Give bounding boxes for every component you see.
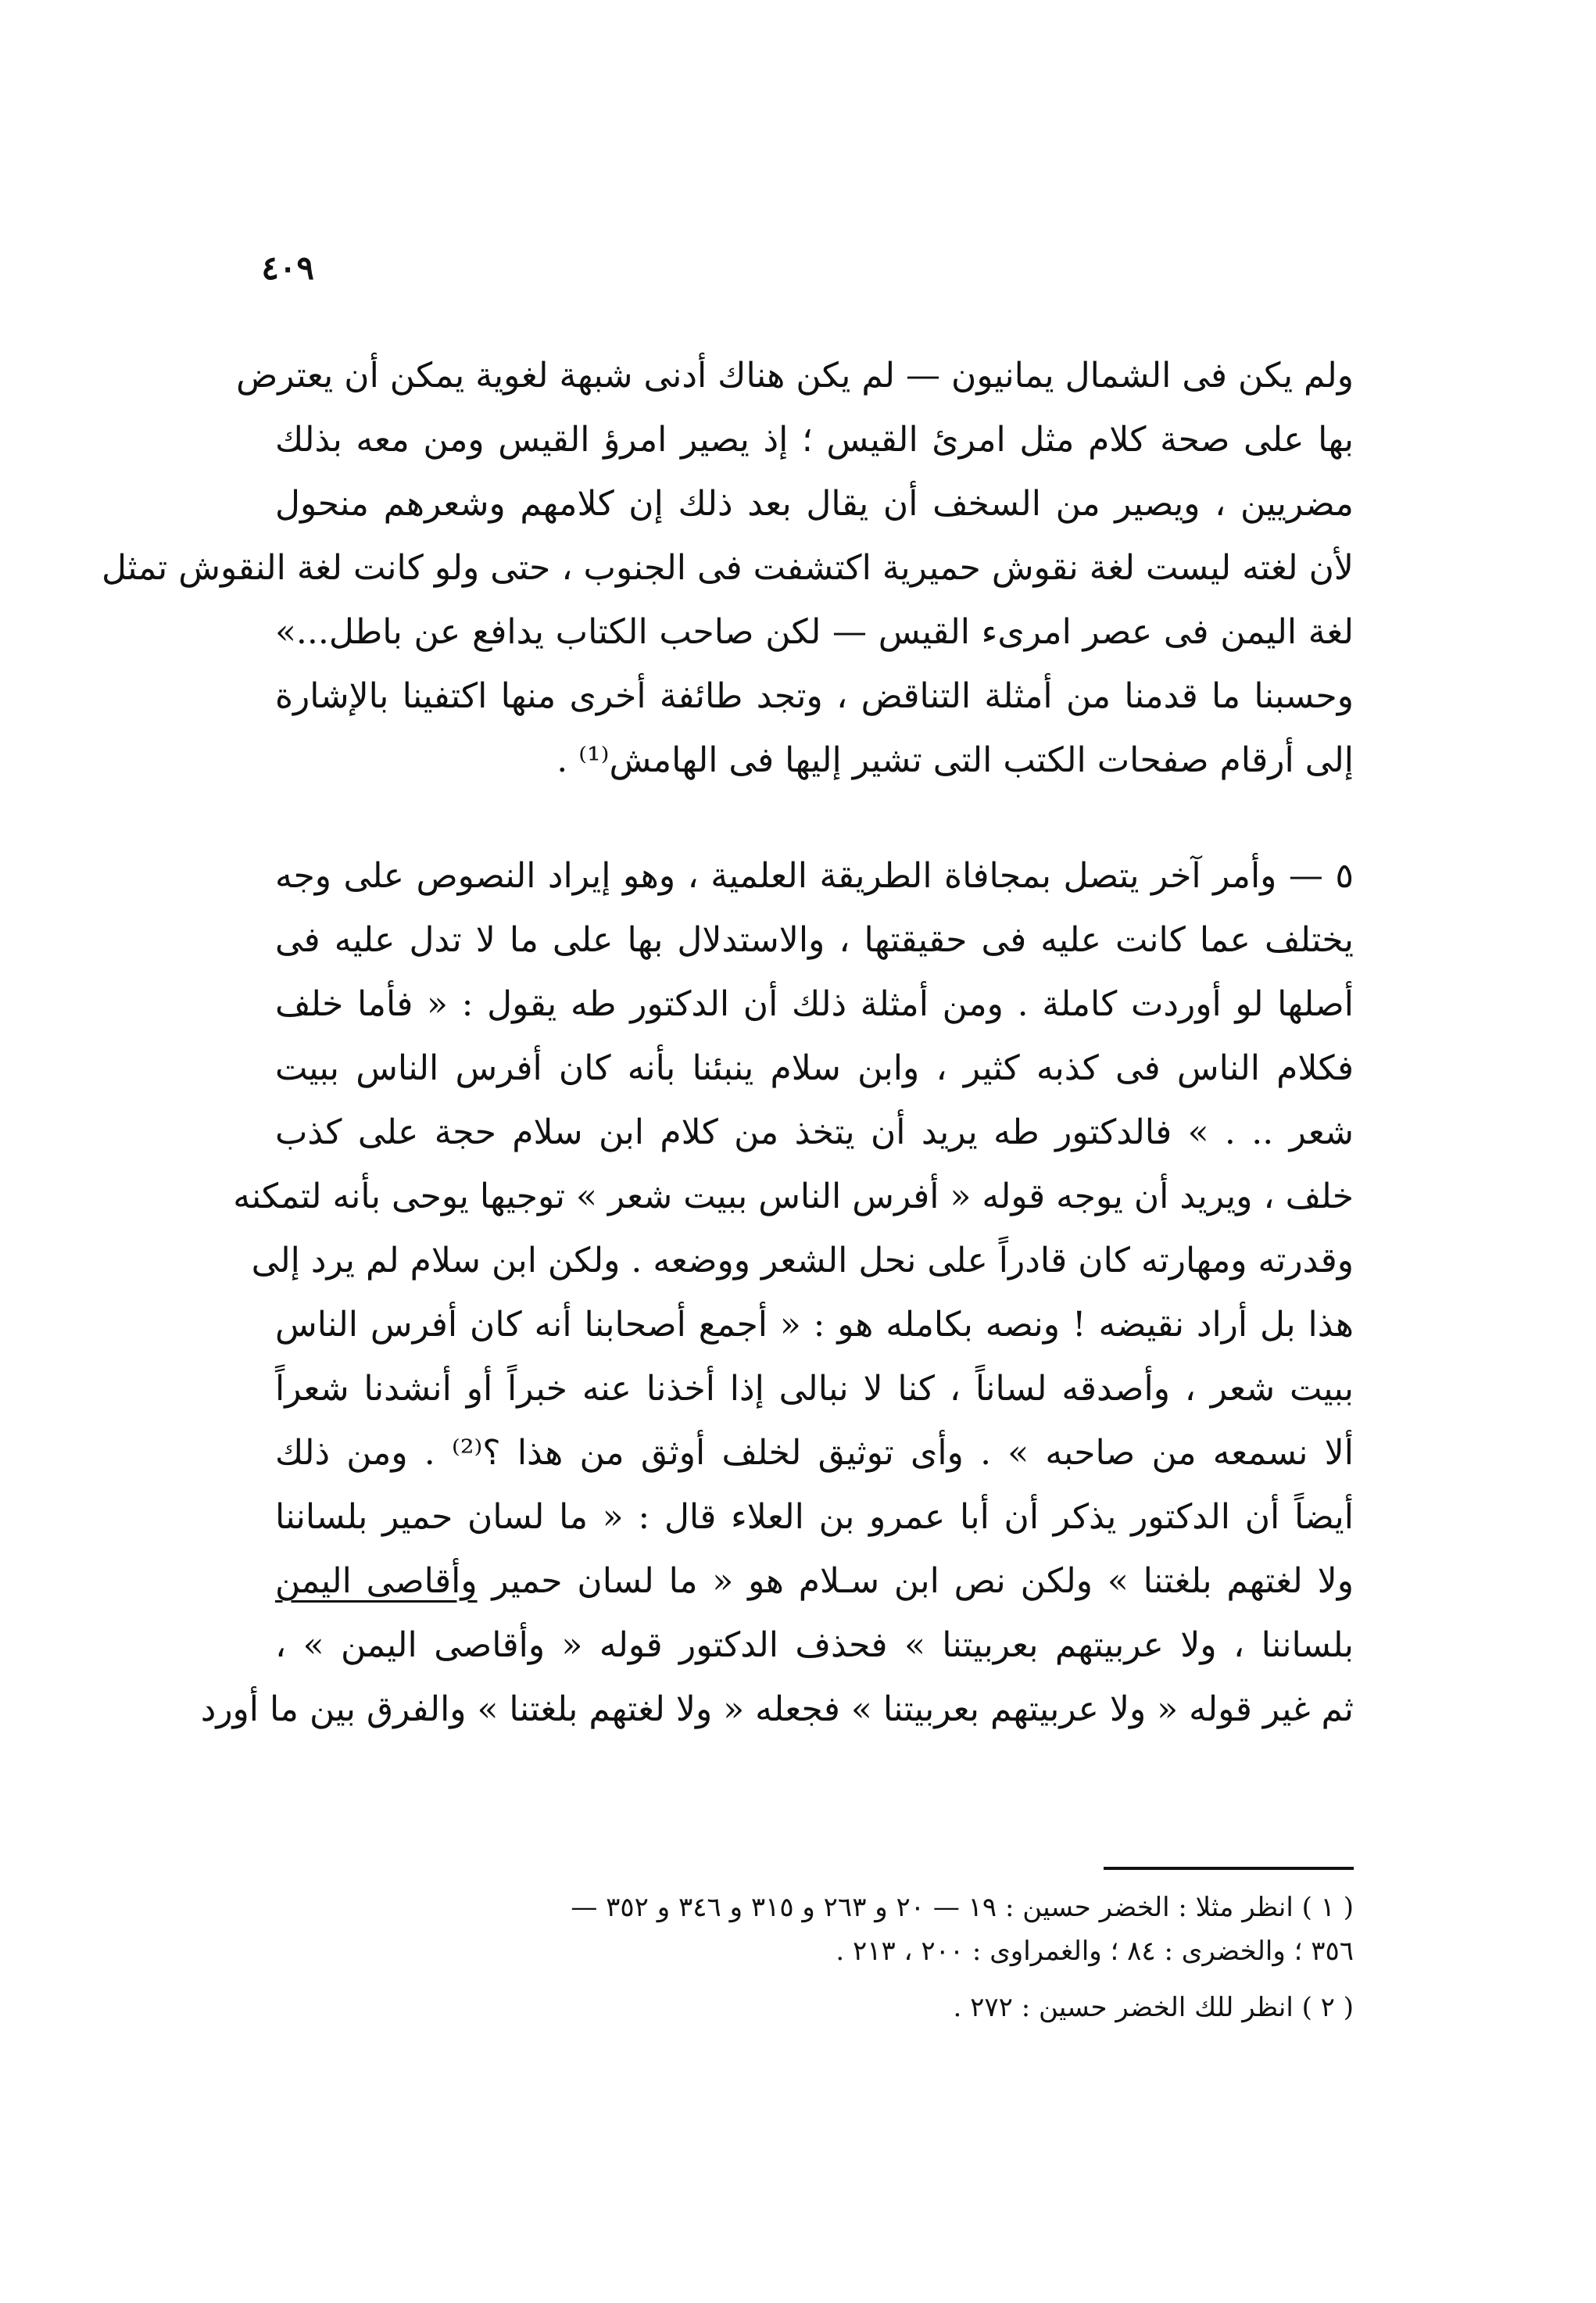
text-line: ٥ — وأمر آخر يتصل بمجافاة الطريقة العلمية ، وهو إيراد النصوص على وجه (275, 856, 1354, 896)
text-line: ببيت شعر ، وأصدقه لساناً ، كنا لا نبالى إذا أخذنا عنه خبراً أو أنشدنا شعراً (275, 1369, 1354, 1409)
text-line: هذا بل أراد نقيضه ! ونصه بكامله هو : « أجمع أصحابنا أنه كان أفرس الناس (275, 1305, 1354, 1345)
paragraph-2 (200, 844, 1354, 1742)
text-line-with-underline (275, 1549, 1354, 1614)
text-line: أيضاً أن الدكتور يذكر أن أبا عمرو بن العلاء قال : « ما لسان حمير بلساننا (275, 1497, 1354, 1537)
text-segment: ولا لغتهم بلغتنا » ولكن نص ابن سـلام هو « ما لسان حمير (477, 1561, 1354, 1601)
text-line: إلى أرقام صفحات الكتب التى تشير إليها فى الهامش⁽¹⁾ . (556, 740, 1354, 780)
text-line: بها على صحة كلام مثل امرئ القيس ؛ إذ يصير امرؤ القيس ومن معه بذلك (275, 420, 1354, 460)
text-line: ألا نسمعه من صاحبه » . وأى توثيق لخلف أوثق من هذا ؟⁽²⁾ . ومن ذلك (275, 1433, 1354, 1473)
text-line: ثم غير قوله « ولا عربيتهم بعربيتنا » فجعله « ولا لغتهم بلغتنا » والفرق بين ما أورد (200, 1689, 1354, 1729)
page-number: ٤٠٩ (261, 249, 314, 287)
paragraph-gap (275, 793, 1354, 844)
text-line: شعر .. . » فالدكتور طه يريد أن يتخذ من كلام ابن سلام حجة على كذب (275, 1112, 1354, 1152)
paragraph-1 (101, 344, 1354, 793)
text-line: لأن لغته ليست لغة نقوش حميرية اكتشفت فى الجنوب ، حتى ولو كانت لغة النقوش تمثل (101, 548, 1354, 588)
footnote-2: ( ٢ ) انظر للك الخضر حسين : ٢٧٢ . (953, 1992, 1354, 2023)
footnotes (275, 1886, 1354, 2029)
footnote-1-continued: ٣٥٦ ؛ والخضرى : ٨٤ ؛ والغمراوى : ٢٠٠ ، ٢١٣ . (836, 1936, 1354, 1967)
text-line: فكلام الناس فى كذبه كثير ، وابن سلام ينبئنا بأنه كان أفرس الناس ببيت (275, 1048, 1354, 1088)
text-line: خلف ، ويريد أن يوجه قوله « أفرس الناس ببيت شعر » توجيها يوحى بأنه لتمكنه (233, 1177, 1354, 1216)
underlined-phrase: وأقاصى اليمن (275, 1561, 478, 1601)
body-text (101, 344, 1354, 1742)
text-line: وحسبنا ما قدمنا من أمثلة التناقض ، وتجد طائفة أخرى منها اكتفينا بالإشارة (275, 676, 1354, 716)
text-line: وقدرته ومهارته كان قادراً على نحل الشعر ووضعه . ولكن ابن سلام لم يرد إلى (251, 1241, 1354, 1280)
text-line: بلساننا ، ولا عربيتهم بعربيتنا » فحذف الدكتور قوله « وأقاصى اليمن » ، (275, 1625, 1354, 1665)
text-line: أصلها لو أوردت كاملة . ومن أمثلة ذلك أن الدكتور طه يقول : « فأما خلف (275, 984, 1354, 1024)
text-line: مضريين ، ويصير من السخف أن يقال بعد ذلك إن كلامهم وشعرهم منحول (275, 484, 1354, 524)
text-line: يختلف عما كانت عليه فى حقيقتها ، والاستدلال بها على ما لا تدل عليه فى (275, 920, 1354, 960)
footnote-1: ( ١ ) انظر مثلا : الخضر حسين : ١٩ — ٢٠ و ٢٦٣ و ٣١٥ و ٣٤٦ و ٣٥٢ — (571, 1892, 1354, 1923)
text-line: ولم يكن فى الشمال يمانيون — لم يكن هناك أدنى شبهة لغوية يمكن أن يعترض (236, 356, 1354, 396)
text-line: لغة اليمن فى عصر امرىء القيس — لكن صاحب الكتاب يدافع عن باطل...» (275, 612, 1354, 652)
footnote-divider (1104, 1867, 1354, 1870)
